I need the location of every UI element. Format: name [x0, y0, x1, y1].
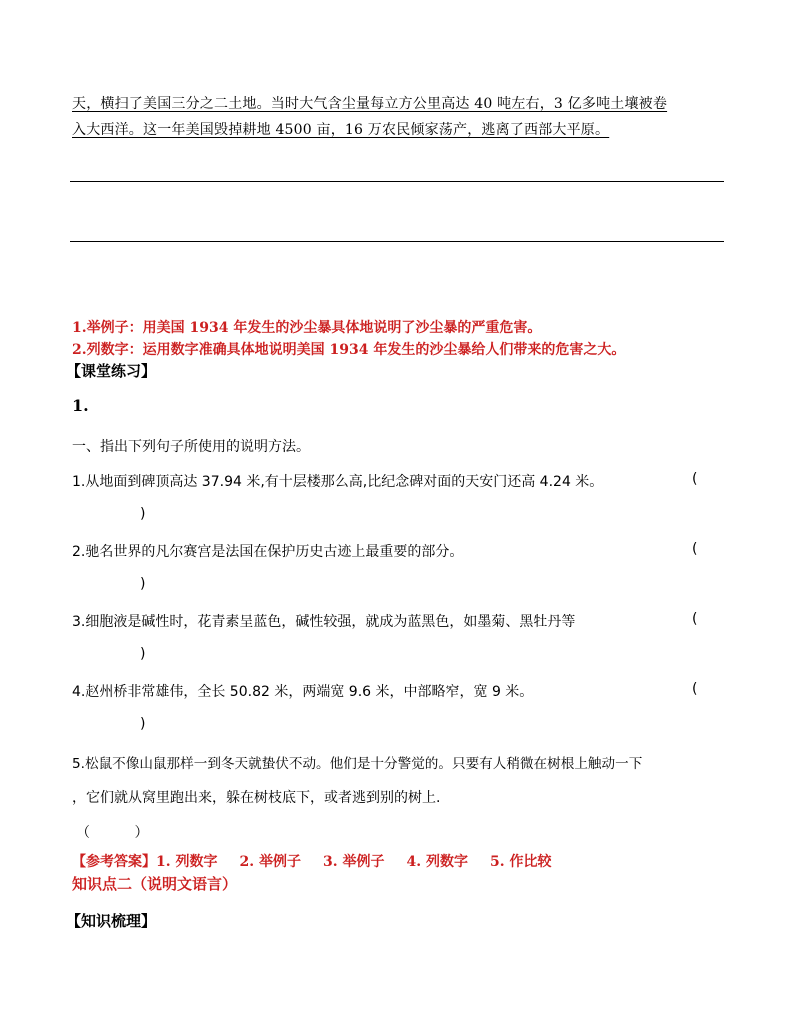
reference-answer-3: 3. 举例子: [323, 854, 385, 870]
passage-line-1: 天，横扫了美国三分之二土地。当时大气含尘量每立方公里高达 40 吨左右，3 亿多吨土壤被卷: [72, 96, 668, 112]
reference-answer-2: 2. 举例子: [239, 854, 301, 870]
question-4: 4.赵州桥非常雄伟，全长 50.82 米，两端宽 9.6 米，中部略窄，宽 9 米。: [72, 684, 534, 700]
practice-instruction: 一、指出下列句子所使用的说明方法。: [72, 439, 310, 455]
practice-heading: 【课堂练习】: [66, 362, 157, 380]
question-2: 2.驰名世界的凡尔赛宫是法国在保护历史古迹上最重要的部分。: [72, 544, 464, 560]
answer-line-2: [70, 241, 724, 242]
reference-answer-5: 5. 作比较: [490, 854, 552, 870]
question-1-close-paren: ): [140, 506, 146, 522]
section-2-subheading: 【知识梳理】: [66, 912, 157, 930]
reference-answer-1: 1. 列数字: [156, 854, 218, 870]
answer-line-1: [70, 181, 724, 182]
reference-answers: [72, 851, 574, 871]
reference-answer-4: 4. 列数字: [406, 854, 468, 870]
question-2-open-paren: (: [692, 541, 698, 557]
question-3-open-paren: (: [692, 611, 698, 627]
question-4-open-paren: (: [692, 681, 698, 697]
question-5-line-1: 5.松鼠不像山鼠那样一到冬天就蛰伏不动。他们是十分警觉的。只要有人稍微在树根上触动一下: [72, 756, 643, 772]
answer-note-2: 2.列数字：运用数字准确具体地说明美国 1934 年发生的沙尘暴给人们带来的危害之大。: [72, 342, 626, 358]
practice-number: 1.: [72, 396, 89, 415]
question-5-line-2: ，它们就从窝里跑出来，躲在树枝底下，或者逃到别的树上.: [72, 790, 441, 806]
section-2-title: 知识点二（说明文语言）: [72, 875, 238, 893]
reference-label: 【参考答案】: [72, 854, 156, 870]
question-1: 1.从地面到碑顶高达 37.94 米,有十层楼那么高,比纪念碑对面的天安门还高 4.24 米。: [72, 474, 604, 490]
question-1-open-paren: (: [692, 471, 698, 487]
question-5-blank: （ ）: [76, 825, 149, 841]
question-3-close-paren: ): [140, 646, 146, 662]
question-4-close-paren: ): [140, 716, 146, 732]
question-3: 3.细胞液是碱性时，花青素呈蓝色，碱性较强，就成为蓝黑色，如墨菊、黑牡丹等: [72, 614, 576, 630]
question-2-close-paren: ): [140, 576, 146, 592]
answer-note-1: 1.举例子：用美国 1934 年发生的沙尘暴具体地说明了沙尘暴的严重危害。: [72, 320, 542, 336]
passage-line-2: 入大西洋。这一年美国毁掉耕地 4500 亩，16 万农民倾家荡产，逃离了西部大平原。: [72, 122, 610, 138]
